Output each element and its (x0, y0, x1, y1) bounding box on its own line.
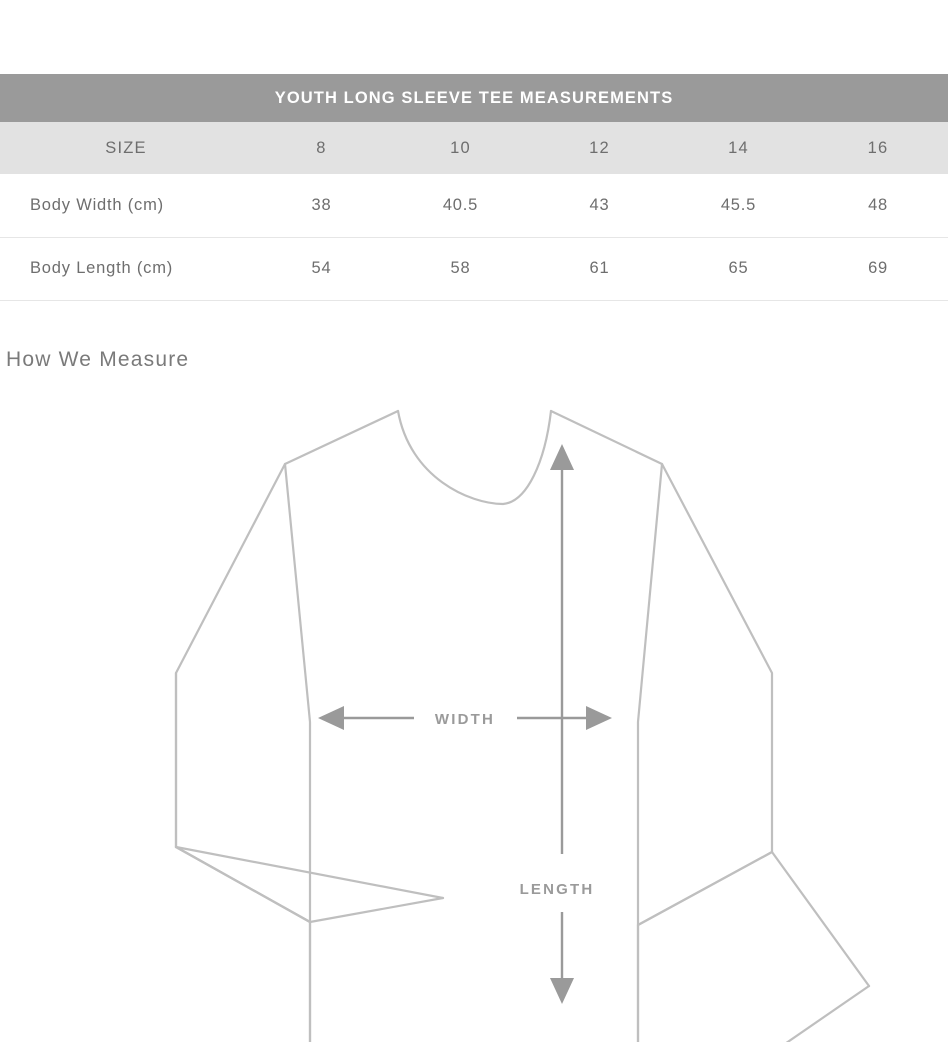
cell-body-length-12: 61 (530, 237, 669, 300)
tee-outline-icon (176, 411, 869, 1042)
garment-diagram (0, 392, 948, 1042)
cell-body-width-14: 45.5 (669, 174, 808, 237)
column-header-size-14: 14 (669, 122, 808, 174)
column-header-size-8: 8 (252, 122, 391, 174)
row-label-body-width: Body Width (cm) (0, 174, 252, 237)
measurements-table (0, 74, 948, 301)
width-label: WIDTH (434, 711, 496, 728)
column-header-size-10: 10 (391, 122, 530, 174)
table-row (0, 237, 948, 300)
cell-body-length-14: 65 (669, 237, 808, 300)
cell-body-width-8: 38 (252, 174, 391, 237)
length-label: LENGTH (519, 881, 595, 898)
column-header-size-16: 16 (808, 122, 948, 174)
table-row (0, 174, 948, 237)
length-dimension-arrow (550, 444, 574, 1004)
cell-body-width-16: 48 (808, 174, 948, 237)
cell-body-width-12: 43 (530, 174, 669, 237)
cell-body-length-8: 54 (252, 237, 391, 300)
row-label-body-length: Body Length (cm) (0, 237, 252, 300)
how-we-measure-heading: How We Measure (6, 348, 190, 371)
table-title: YOUTH LONG SLEEVE TEE MEASUREMENTS (0, 74, 948, 122)
cell-body-length-10: 58 (391, 237, 530, 300)
cell-body-length-16: 69 (808, 237, 948, 300)
column-header-size-12: 12 (530, 122, 669, 174)
cell-body-width-10: 40.5 (391, 174, 530, 237)
table-title-row (0, 74, 948, 122)
table-header-row (0, 122, 948, 174)
column-header-size: SIZE (0, 122, 252, 174)
